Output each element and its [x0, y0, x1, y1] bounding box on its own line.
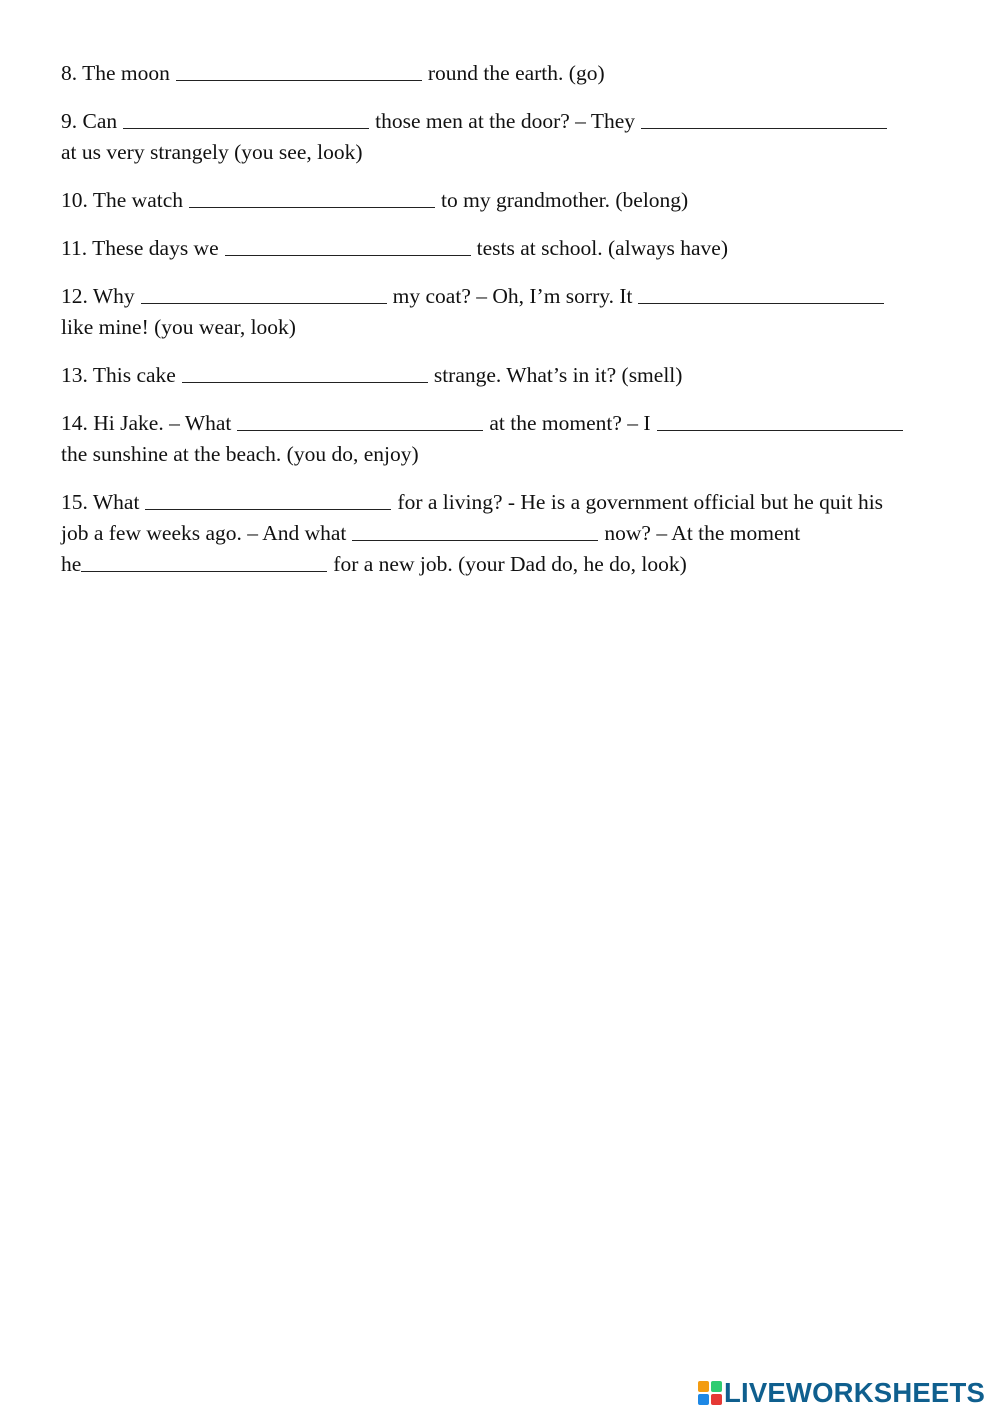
exercise-text: 14. Hi Jake. – What [61, 411, 232, 435]
answer-blank-input[interactable] [352, 522, 598, 541]
exercise-line [61, 58, 951, 89]
exercise-item [61, 58, 951, 89]
logo-square [711, 1381, 722, 1392]
exercise-text: tests at school. (always have) [476, 236, 728, 260]
exercise-item [61, 106, 951, 168]
logo-square [711, 1394, 722, 1405]
exercise-line [61, 281, 951, 312]
exercise-text: he [61, 552, 82, 576]
exercise-line [61, 360, 951, 391]
exercise-item [61, 487, 951, 580]
exercise-text: 12. Why [61, 284, 135, 308]
logo-mark-icon [698, 1381, 722, 1405]
worksheet-exercises [61, 58, 951, 597]
exercise-text: at us very strangely (you see, look) [61, 140, 363, 164]
exercise-line [61, 137, 951, 168]
exercise-text: round the earth. (go) [427, 61, 605, 85]
answer-blank-input[interactable] [638, 285, 884, 304]
exercise-item [61, 281, 951, 343]
exercise-text: now? – At the moment [604, 521, 801, 545]
logo-text: LIVEWORKSHEETS [724, 1377, 986, 1408]
liveworksheets-logo [698, 1376, 985, 1410]
answer-blank-input[interactable] [81, 553, 327, 572]
exercise-text: my coat? – Oh, I’m sorry. It [392, 284, 633, 308]
exercise-text: strange. What’s in it? (smell) [433, 363, 683, 387]
exercise-text: 13. This cake [61, 363, 176, 387]
exercise-line [61, 312, 951, 343]
exercise-text: 8. The moon [61, 61, 170, 85]
exercise-line [61, 233, 951, 264]
answer-blank-input[interactable] [141, 285, 387, 304]
exercise-item [61, 360, 951, 391]
exercise-item [61, 185, 951, 216]
exercise-text: to my grandmother. (belong) [441, 188, 689, 212]
exercise-text: those men at the door? – They [375, 109, 636, 133]
exercise-text: 10. The watch [61, 188, 183, 212]
exercise-line [61, 106, 951, 137]
answer-blank-input[interactable] [641, 110, 887, 129]
answer-blank-input[interactable] [657, 412, 903, 431]
logo-square [698, 1381, 709, 1392]
answer-blank-input[interactable] [225, 237, 471, 256]
answer-blank-input[interactable] [176, 62, 422, 81]
exercise-text: at the moment? – I [489, 411, 651, 435]
exercise-line [61, 408, 951, 439]
exercise-line [61, 185, 951, 216]
exercise-text: 11. These days we [61, 236, 219, 260]
exercise-text: 15. What [61, 490, 140, 514]
exercise-line [61, 549, 951, 580]
exercise-text: the sunshine at the beach. (you do, enjoy) [61, 442, 419, 466]
exercise-line [61, 518, 951, 549]
exercise-text: for a new job. (your Dad do, he do, look) [333, 552, 687, 576]
exercise-item [61, 408, 951, 470]
exercise-text: 9. Can [61, 109, 118, 133]
answer-blank-input[interactable] [182, 364, 428, 383]
exercise-text: job a few weeks ago. – And what [61, 521, 347, 545]
answer-blank-input[interactable] [123, 110, 369, 129]
exercise-text: for a living? - He is a government official but he quit his [397, 490, 884, 514]
exercise-line [61, 439, 951, 470]
exercise-item [61, 233, 951, 264]
exercise-line [61, 487, 951, 518]
answer-blank-input[interactable] [145, 491, 391, 510]
answer-blank-input[interactable] [237, 412, 483, 431]
logo-square [698, 1394, 709, 1405]
exercise-text: like mine! (you wear, look) [61, 315, 296, 339]
answer-blank-input[interactable] [189, 189, 435, 208]
